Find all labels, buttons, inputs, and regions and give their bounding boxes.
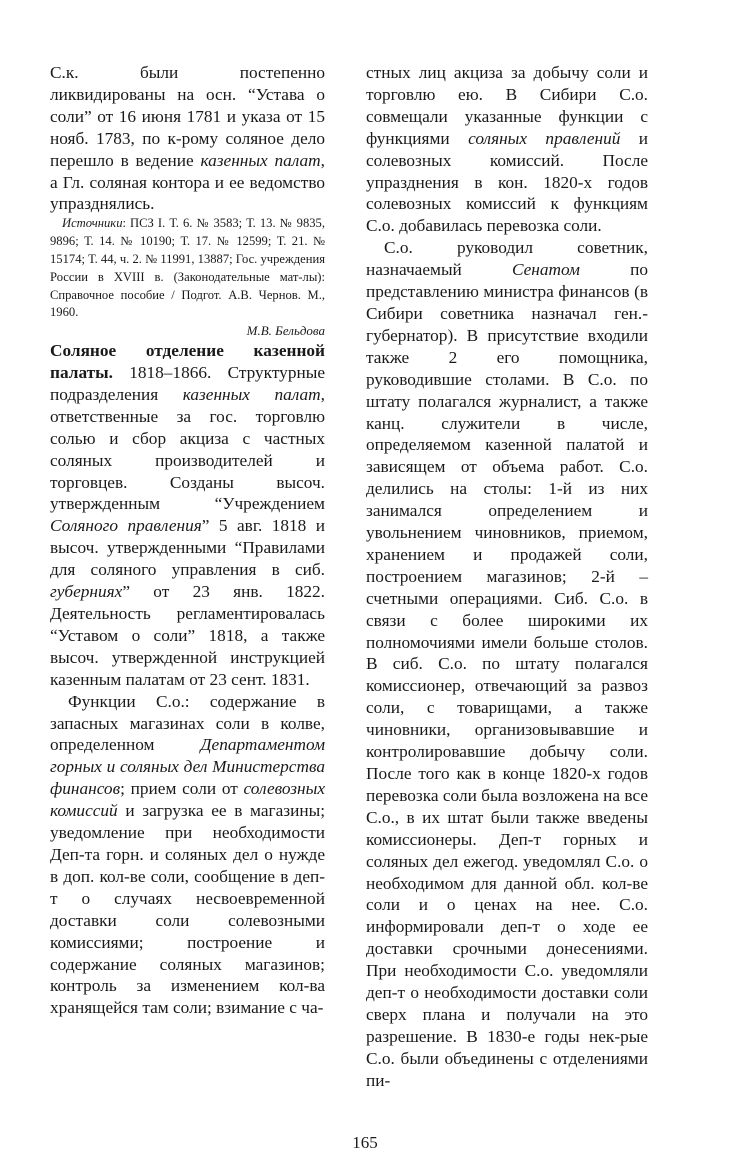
page-number: 165 bbox=[352, 1133, 378, 1152]
author-signature: М.В. Бельдова bbox=[246, 323, 325, 339]
paragraph: С.о. руководил советник, назначаемый Сенатом по представлению министра финансов (в Сибири советника назначал ген.-губернатор). В присутствие входили также 2 его помощника, руководившие столами. В С.о. по штату полагался журналист, а также канц. служители в числе, определяемом казенной палатой и зависящем от объема работ. С.о. делились на столы: 1-й из них занимался определением и увольнением чиновников, приемом, хранением и продажей соли, построением магазинов; 2-й – счетными операциями. Сиб. С.о. в связи с более широкими их полномочиями имели больше столов. В сиб. С.о. по штату полагался комиссионер, отвечающий за развоз соли, с товарищами, а также чиновники, организовывавшие и контролировавшие добычу соли. После того как в конце 1820-х годов перевозка соли была возложена на все С.о., в их штат были также введены комиссионеры. Деп-т горных и соляных дел ежегод. уведомлял С.о. о необходимом для данной обл. кол-ве соли и о ценах на нее. С.о. информировали деп-т о ходе ее доставки срочными донесениями. При необходимости С.о. уведомляли деп-т о необходимости доставки соли сверх плана и получали на это разрешение. В 1830-е годы нек-рые С.о. были объединены с отделениями пи- bbox=[366, 238, 648, 1090]
paragraph: стных лиц акциза за добычу соли и торговлю ею. В Сибири С.о. совмещали указанные функции с функциями соляных правлений и солевозных комиссий. После упразднения в кон. 1820-х годов солевозных комиссий к функциям С.о. добавилась перевозка соли. bbox=[366, 63, 648, 236]
right-column bbox=[366, 62, 648, 1092]
paragraph: Функции С.о.: содержание в запасных магазинах соли в колве, определенном Департаментом горных и соляных дел Министерства финансов; прием соли от солевозных комиссий и загрузка ее в магазины; уведомление при необходимости Деп-та горн. и соляных дел о нужде в доп. кол-ве соли, сообщение в деп-т о случаях несвоевременной доставки соли солевозными комиссиями; построение и содержание соляных магазинов; контроль за изменением кол-ва хранящейся там соли; взимание с ча- bbox=[50, 691, 325, 1018]
entry-paragraph: Соляное отделение казенной палаты. 1818–1866. Структурные подразделения казенных палат, ответственные за гос. торговлю солью и сбор акциза с частных соляных производителей и торговцев. Созданы высоч. утвержденным “Учреждением Соляного правления” 5 авг. 1818 и высоч. утвержденными “Правилами для соляного управления в сиб. губерниях” от 23 янв. 1822. Деятельность регламентировалась “Уставом о соли” 1818, а также высоч. утвержденной инструкцией казенным палатам от 23 сент. 1831. bbox=[50, 341, 325, 689]
entry-title: Соляное отделение казенной палаты. bbox=[50, 341, 325, 383]
paragraph: С.к. были постепенно ликвидированы на осн. “Устава о соли” от 16 июня 1781 и указа от 15 нояб. 1783, по к-рому соляное дело перешло в ведение казенных палат, а Гл. соляная контора и ее ведомство упразднялись. bbox=[50, 63, 325, 214]
left-column bbox=[50, 62, 325, 1019]
sources-note: Источники: ПСЗ I. Т. 6. № 3583; Т. 13. № 9835, 9896; Т. 14. № 10190; Т. 17. № 12599; Т. 21. № 15174; Т. 44, ч. 2. № 11991, 13887; Гос. учреждения России в XVIII в. (Законодательные мат-лы): Справочное пособие / Подгот. А.В. Чернов. М., 1960. bbox=[50, 216, 325, 320]
